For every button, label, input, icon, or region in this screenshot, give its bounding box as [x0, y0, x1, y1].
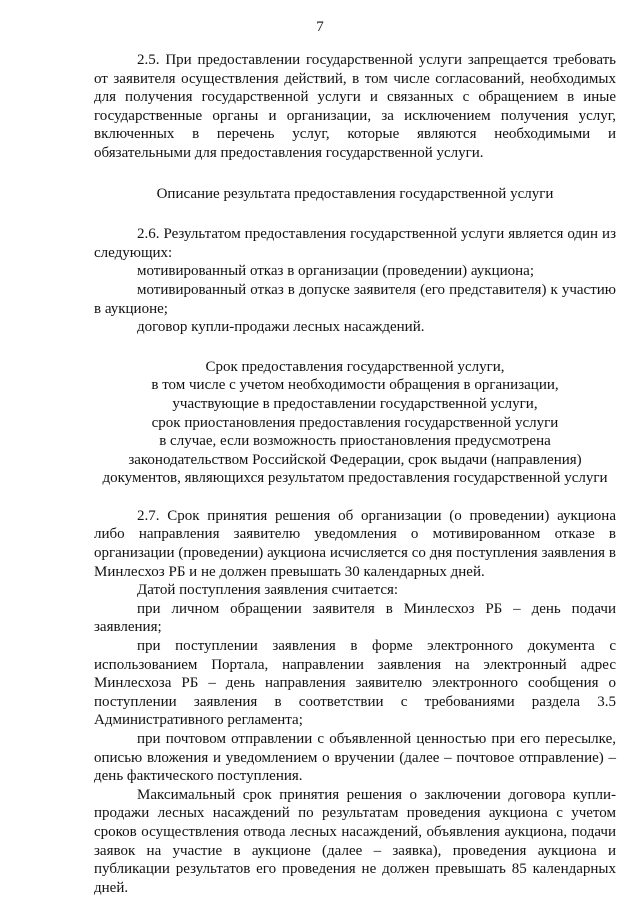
paragraph-2-7: 2.7. Срок принятия решения об организации (о проведении) аукциона либо направления заявителю уведомления о мотивированном отказе в организации (проведении) аукциона исчисляется со дня поступления заявления в Минлесхоз РБ и не должен превышать 30 календарных дней. [94, 507, 616, 580]
paragraph-max-term: Максимальный срок принятия решения о заключении договора купли-продажи лесных насаждений по результатам проведения аукциона с учетом сроков осуществления отвода лесных насаждений, объявления аукциона, подачи заявок на участие в аукционе (далее – заявка), проведения аукциона и публикации результатов его проведения не должен превышать 85 календарных дней. [94, 786, 616, 896]
paragraph-2-5: 2.5. При предоставлении государственной услуги запрещается требовать от заявителя осуществления действий, в том числе согласований, необходимых для получения государственной услуги и связанных с обращением в иные государственные органы и организации, за исключением получения услуг, включенных в перечень услуг, которые являются необходимыми и обязательными для предоставления государственной услуги. [94, 52, 616, 161]
paragraph-electronic: при поступлении заявления в форме электронного документа с использованием Портала, направлении заявления на электронный адрес Минлесхоза РБ – день направления заявителю электронного сообщения о поступлении заявления в соответствии с требованиями раздела 3.5 Административного регламента; [94, 638, 616, 729]
page-content [94, 51, 616, 897]
heading-term-line: в случае, если возможность приостановления предусмотрена [159, 433, 551, 450]
heading-term-line: законодательством Российской Федерации, срок выдачи (направления) [128, 451, 582, 468]
result-item-2: мотивированный отказ в допуске заявителя (его представителя) к участию в аукционе; [94, 281, 616, 317]
heading-term-line: срок приостановления предоставления государственной услуги [151, 414, 559, 431]
paragraph-postal: при почтовом отправлении с объявленной ценностью при его пересылке, описью вложения и уведомлением о вручении (далее – почтовое отправление) – день фактического поступления. [94, 731, 616, 785]
heading-term-line: документов, являющихся результатом предоставления государственной услуги [102, 470, 608, 487]
paragraph-2-6: 2.6. Результатом предоставления государственной услуги является один из следующих: [94, 226, 616, 261]
paragraph-personal: при личном обращении заявителя в Минлесхоз РБ – день подачи заявления; [94, 600, 616, 636]
result-item-3: договор купли-продажи лесных насаждений. [137, 319, 425, 336]
heading-term [94, 358, 616, 488]
heading-term-line: Срок предоставления государственной услуги, [205, 358, 505, 375]
heading-term-line: в том числе с учетом необходимости обращения в организации, [151, 377, 559, 394]
page-number: 7 [316, 19, 324, 35]
heading-term-line: участвующие в предоставлении государственной услуги, [172, 395, 538, 412]
heading-result: Описание результата предоставления государственной услуги [156, 185, 554, 202]
paragraph-receipt-date: Датой поступления заявления считается: [137, 582, 399, 599]
result-item-1: мотивированный отказ в организации (проведении) аукциона; [137, 263, 534, 280]
